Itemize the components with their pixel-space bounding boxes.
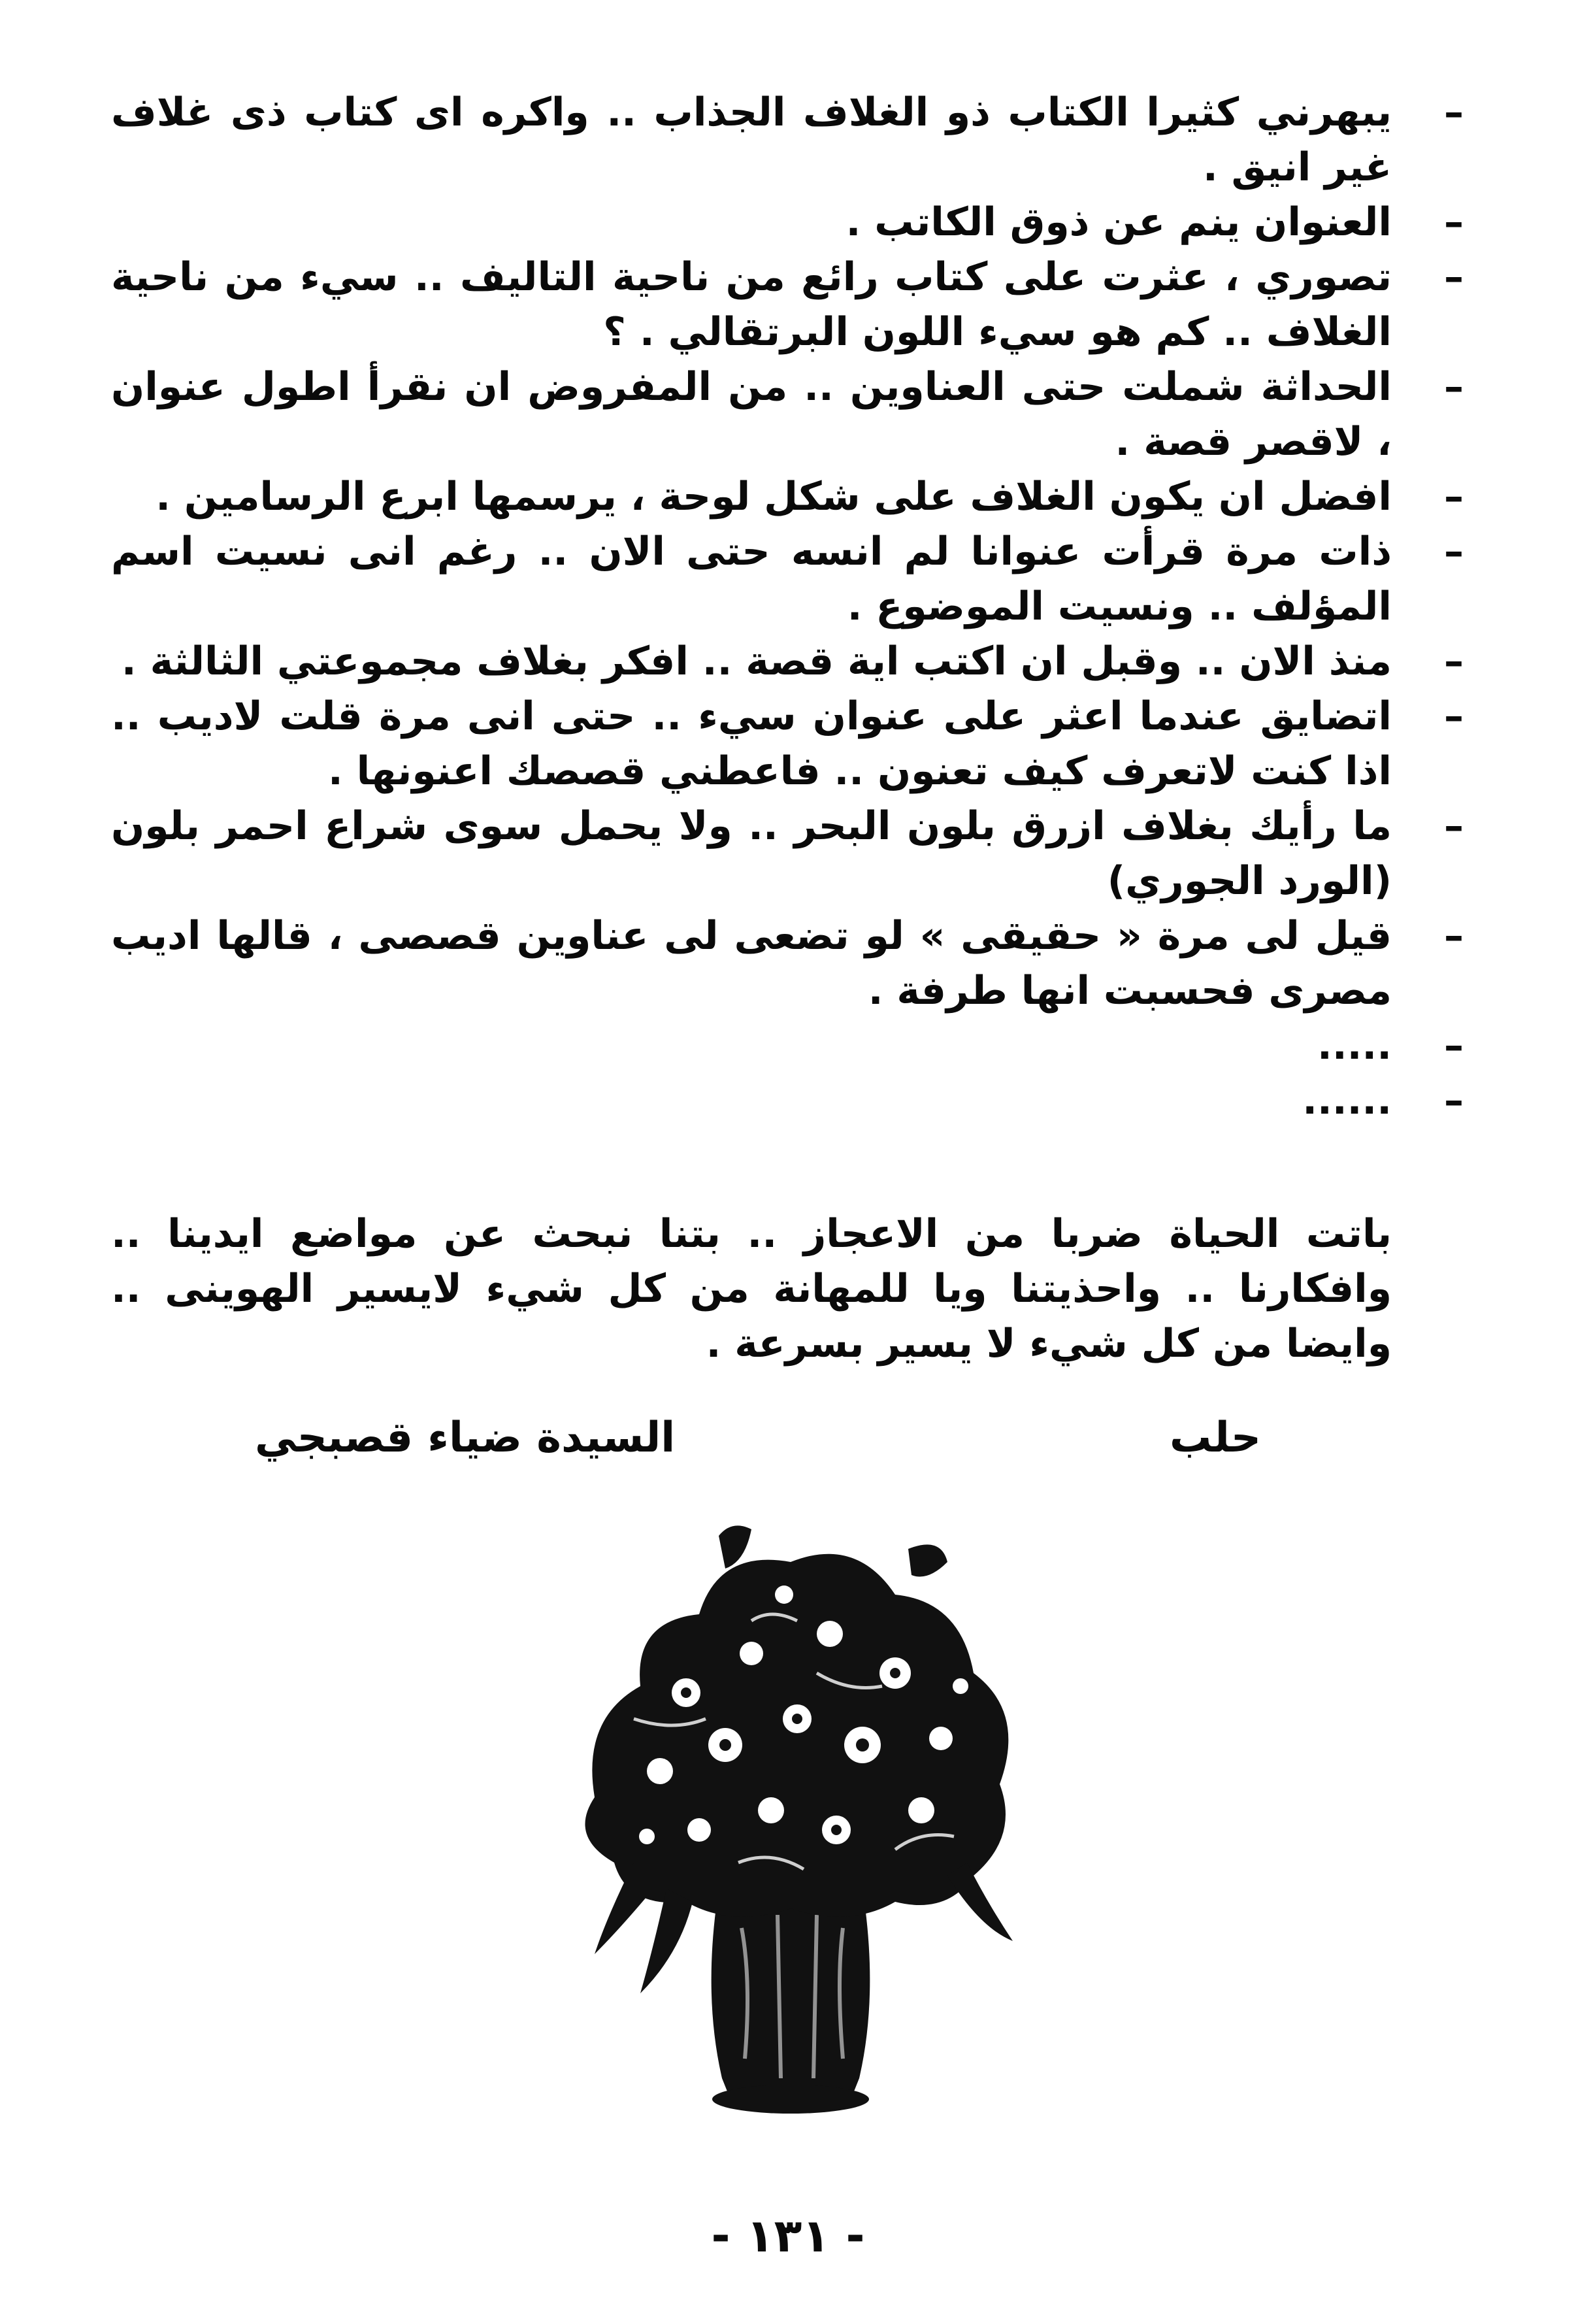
dash-bullet: – — [1444, 1023, 1464, 1069]
list-item — [111, 799, 1464, 908]
signature-row — [111, 1410, 1464, 1469]
quote-text: الحداثة شملت حتى العناوين .. من المفروض ان نقرأ اطول عنوان ، لاقصر قصة . — [111, 364, 1392, 465]
page-number: - ١٣١ - — [711, 2209, 865, 2263]
quote-text: قيل لى مرة « حقيقى » لو تضعى لى عناوين قصصى ، قالها اديب مصرى فحسبت انها طرفة . — [111, 913, 1392, 1014]
dash-bullet: – — [1444, 803, 1464, 849]
list-item — [111, 85, 1464, 195]
list-item — [111, 634, 1464, 689]
list-item — [111, 1073, 1464, 1128]
quote-text: ...... — [1302, 1078, 1392, 1123]
list-item — [111, 524, 1464, 634]
dash-bullet: – — [1444, 1078, 1464, 1123]
dash-bullet: – — [1444, 90, 1464, 135]
quote-text: اتضايق عندما اعثر على عنوان سيء .. حتى انى مرة قلت لاديب .. اذا كنت لاتعرف كيف تعنون .. فاعطني قصصك اعنونها . — [111, 693, 1392, 794]
quote-text: يبهرني كثيرا الكتاب ذو الغلاف الجذاب .. واكره اى كتاب ذى غلاف غير انيق . — [111, 90, 1392, 190]
quote-text: منذ الان .. وقبل ان اكتب اية قصة .. افكر بغلاف مجموعتي الثالثة . — [121, 639, 1392, 684]
quote-text: العنوان ينم عن ذوق الكاتب . — [845, 199, 1392, 245]
dash-bullet: – — [1444, 199, 1464, 245]
dash-bullet: – — [1444, 693, 1464, 739]
dash-bullet: – — [1444, 474, 1464, 520]
dash-bullet: – — [1444, 254, 1464, 300]
list-item — [111, 1018, 1464, 1073]
list-item — [111, 908, 1464, 1018]
list-item — [111, 250, 1464, 359]
list-item — [111, 359, 1464, 469]
quote-text: ذات مرة قرأت عنوانا لم انسه حتى الان .. رغم انى نسيت اسم المؤلف .. ونسيت الموضوع . — [111, 529, 1392, 629]
list-item — [111, 469, 1464, 524]
signature-author: السيدة ضياء قصبجي — [255, 1414, 676, 1462]
signature-city: حلب — [1170, 1414, 1261, 1462]
quote-text: ما رأيك بغلاف ازرق بلون البحر .. ولا يحمل سوى شراع احمر بلون (الورد الجوري) — [111, 803, 1392, 904]
closing-paragraph: باتت الحياة ضربا من الاعجاز .. بتنا نبحث عن مواضع ايدينا .. وافكارنا .. واحذيتنا ويا للمهانة من كل شيء لايسير الهوينى .. وايضا من كل شيء لا يسير بسرعة . — [111, 1211, 1392, 1367]
quote-text: افضل ان يكون الغلاف على شكل لوحة ، يرسمها ابرع الرسامين . — [156, 474, 1392, 520]
quote-text: تصوري ، عثرت على كتاب رائع من ناحية التاليف .. سيء من ناحية الغلاف .. كم هو سيء اللون البرتقالي . ؟ — [111, 254, 1392, 355]
list-item — [111, 195, 1464, 250]
dash-bullet: – — [1444, 529, 1464, 574]
dash-bullet: – — [1444, 913, 1464, 959]
list-item — [111, 689, 1464, 799]
flower-vase-illustration-icon — [555, 1523, 1032, 2124]
quote-list — [111, 85, 1464, 1128]
page-text — [111, 85, 1464, 1469]
dash-bullet: – — [1444, 364, 1464, 410]
dash-bullet: – — [1444, 639, 1464, 684]
quote-text: ..... — [1317, 1023, 1392, 1069]
